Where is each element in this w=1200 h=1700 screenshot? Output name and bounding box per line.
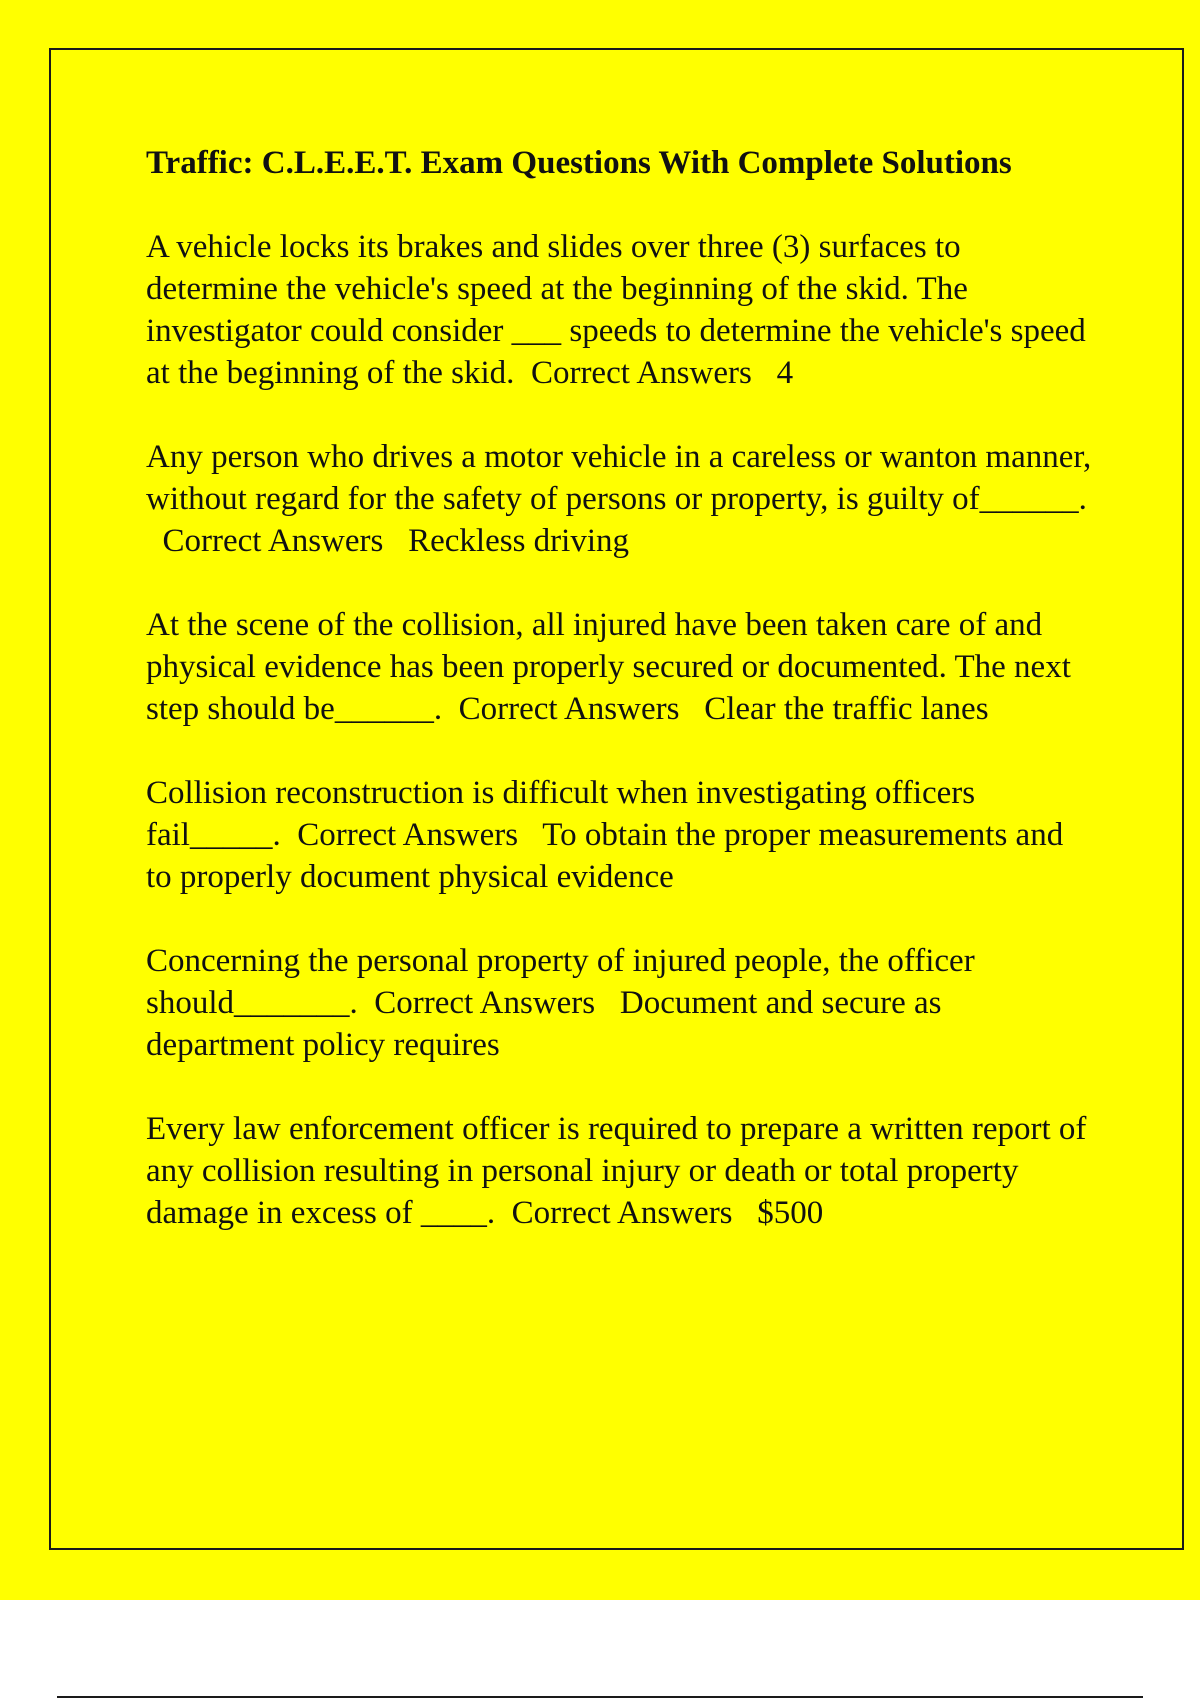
qa-item	[146, 772, 1096, 898]
document-content	[146, 142, 1096, 1276]
answer-text: Reckless driving	[408, 523, 630, 559]
question-text: Concerning the personal property of injured people, the officer should_______.	[146, 943, 975, 1021]
qa-item	[146, 226, 1096, 394]
answer-text: To obtain the proper measurements and to properly document physical evidence	[146, 817, 1064, 895]
qa-item	[146, 436, 1096, 562]
qa-item	[146, 1108, 1096, 1234]
answer-text: Document and secure as department policy requires	[146, 985, 942, 1063]
answer-label: Correct Answers	[162, 523, 384, 559]
answer-text: 4	[776, 355, 794, 391]
footer-divider	[57, 1696, 1143, 1698]
question-text: A vehicle locks its brakes and slides over three (3) surfaces to determine the vehicle's speed at the beginning of the skid. The investigator could consider ___ speeds to determine the vehicle's speed at the beginning of the skid.	[146, 229, 1086, 391]
qa-item	[146, 604, 1096, 730]
answer-text: $500	[757, 1195, 824, 1231]
question-text: Every law enforcement officer is required to prepare a written report of any collision resulting in personal injury or death or total property damage in excess of ____.	[146, 1111, 1087, 1231]
answer-label: Correct Answers	[374, 985, 596, 1021]
question-text: Any person who drives a motor vehicle in a careless or wanton manner, without regard for the safety of persons or property, is guilty of______.	[146, 439, 1092, 517]
qa-item	[146, 940, 1096, 1066]
answer-label: Correct Answers	[297, 817, 519, 853]
document-title: Traffic: C.L.E.E.T. Exam Questions With Complete Solutions	[146, 145, 1012, 181]
answer-label: Correct Answers	[458, 691, 680, 727]
answer-text: Clear the traffic lanes	[704, 691, 989, 727]
question-text: At the scene of the collision, all injured have been taken care of and physical evidence has been properly secured or documented. The next step should be______.	[146, 607, 1071, 727]
answer-label: Correct Answers	[530, 355, 752, 391]
question-text: Collision reconstruction is difficult when investigating officers fail_____.	[146, 775, 976, 853]
answer-label: Correct Answers	[511, 1195, 733, 1231]
